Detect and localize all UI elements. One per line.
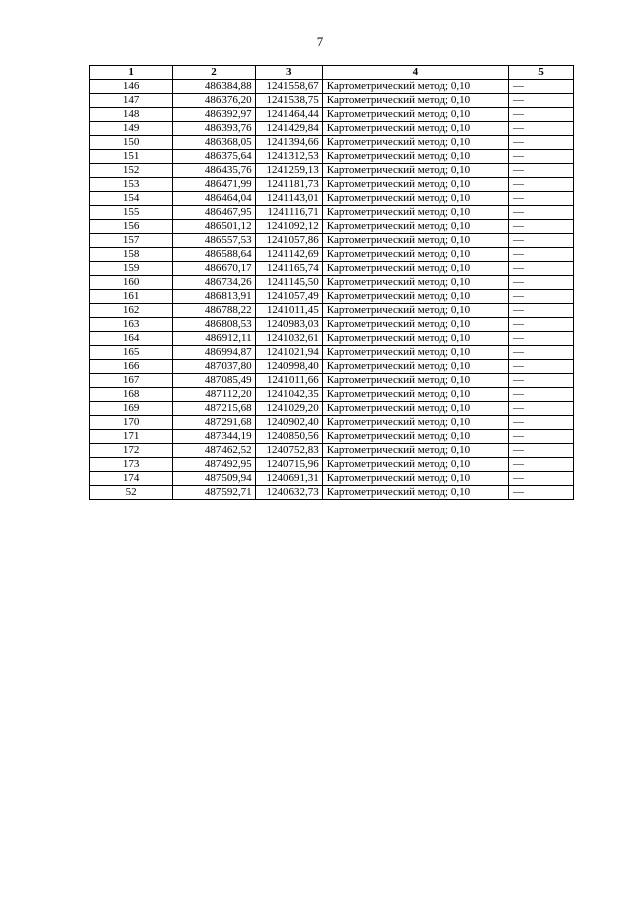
table-row [90,290,574,304]
method-cell: Картометрический метод; 0,10 [322,220,508,234]
description-cell: — [509,486,574,500]
point-number-cell: 161 [90,290,173,304]
column-header-3: 3 [255,66,322,80]
x-coordinate-cell: 486393,76 [173,122,255,136]
x-coordinate-cell: 486471,99 [173,178,255,192]
point-number-cell: 174 [90,472,173,486]
point-number-cell: 168 [90,388,173,402]
table-row [90,122,574,136]
point-number-cell: 163 [90,318,173,332]
y-coordinate-cell: 1241011,66 [255,374,322,388]
x-coordinate-cell: 487085,49 [173,374,255,388]
description-cell: — [509,192,574,206]
table-row [90,206,574,220]
point-number-cell: 170 [90,416,173,430]
point-number-cell: 155 [90,206,173,220]
table-row [90,388,574,402]
method-cell: Картометрический метод; 0,10 [322,388,508,402]
point-number-cell: 165 [90,346,173,360]
table-header [90,66,574,80]
table-row [90,276,574,290]
y-coordinate-cell: 1241165,74 [255,262,322,276]
description-cell: — [509,178,574,192]
description-cell: — [509,94,574,108]
x-coordinate-cell: 486734,26 [173,276,255,290]
method-cell: Картометрический метод; 0,10 [322,276,508,290]
point-number-cell: 151 [90,150,173,164]
description-cell: — [509,416,574,430]
point-number-cell: 146 [90,80,173,94]
table-row [90,304,574,318]
y-coordinate-cell: 1241143,01 [255,192,322,206]
description-cell: — [509,108,574,122]
method-cell: Картометрический метод; 0,10 [322,290,508,304]
x-coordinate-cell: 486368,05 [173,136,255,150]
y-coordinate-cell: 1241011,45 [255,304,322,318]
table-row [90,332,574,346]
table-row [90,346,574,360]
table-row [90,94,574,108]
table-row [90,318,574,332]
x-coordinate-cell: 486467,95 [173,206,255,220]
x-coordinate-cell: 487592,71 [173,486,255,500]
x-coordinate-cell: 486588,64 [173,248,255,262]
description-cell: — [509,374,574,388]
point-number-cell: 171 [90,430,173,444]
point-number-cell: 173 [90,458,173,472]
y-coordinate-cell: 1240715,96 [255,458,322,472]
description-cell: — [509,290,574,304]
description-cell: — [509,430,574,444]
method-cell: Картометрический метод; 0,10 [322,318,508,332]
x-coordinate-cell: 486670,17 [173,262,255,276]
y-coordinate-cell: 1241558,67 [255,80,322,94]
header-row [90,66,574,80]
x-coordinate-cell: 487291,68 [173,416,255,430]
x-coordinate-cell: 487462,52 [173,444,255,458]
x-coordinate-cell: 486464,04 [173,192,255,206]
column-header-1: 1 [90,66,173,80]
x-coordinate-cell: 487509,94 [173,472,255,486]
x-coordinate-cell: 487344,19 [173,430,255,444]
column-header-4: 4 [322,66,508,80]
table-row [90,416,574,430]
table-row [90,360,574,374]
description-cell: — [509,122,574,136]
method-cell: Картометрический метод; 0,10 [322,374,508,388]
table-row [90,136,574,150]
column-header-2: 2 [173,66,255,80]
point-number-cell: 158 [90,248,173,262]
y-coordinate-cell: 1240902,40 [255,416,322,430]
x-coordinate-cell: 486912,11 [173,332,255,346]
y-coordinate-cell: 1240632,73 [255,486,322,500]
point-number-cell: 154 [90,192,173,206]
point-number-cell: 162 [90,304,173,318]
method-cell: Картометрический метод; 0,10 [322,108,508,122]
point-number-cell: 149 [90,122,173,136]
table-body [90,80,574,500]
method-cell: Картометрический метод; 0,10 [322,164,508,178]
method-cell: Картометрический метод; 0,10 [322,234,508,248]
table-row [90,430,574,444]
description-cell: — [509,234,574,248]
y-coordinate-cell: 1241042,35 [255,388,322,402]
table-row [90,486,574,500]
description-cell: — [509,360,574,374]
y-coordinate-cell: 1241312,53 [255,150,322,164]
table-row [90,472,574,486]
description-cell: — [509,472,574,486]
method-cell: Картометрический метод; 0,10 [322,430,508,444]
y-coordinate-cell: 1240850,56 [255,430,322,444]
y-coordinate-cell: 1241029,20 [255,402,322,416]
description-cell: — [509,402,574,416]
method-cell: Картометрический метод; 0,10 [322,94,508,108]
point-number-cell: 147 [90,94,173,108]
y-coordinate-cell: 1240983,03 [255,318,322,332]
y-coordinate-cell: 1241092,12 [255,220,322,234]
table-row [90,262,574,276]
description-cell: — [509,248,574,262]
table-row [90,458,574,472]
y-coordinate-cell: 1241145,50 [255,276,322,290]
method-cell: Картометрический метод; 0,10 [322,444,508,458]
x-coordinate-cell: 486376,20 [173,94,255,108]
description-cell: — [509,276,574,290]
method-cell: Картометрический метод; 0,10 [322,304,508,318]
y-coordinate-cell: 1241394,66 [255,136,322,150]
point-number-cell: 157 [90,234,173,248]
x-coordinate-cell: 486994,87 [173,346,255,360]
method-cell: Картометрический метод; 0,10 [322,150,508,164]
x-coordinate-cell: 486813,91 [173,290,255,304]
point-number-cell: 152 [90,164,173,178]
method-cell: Картометрический метод; 0,10 [322,486,508,500]
x-coordinate-cell: 486788,22 [173,304,255,318]
method-cell: Картометрический метод; 0,10 [322,262,508,276]
x-coordinate-cell: 486435,76 [173,164,255,178]
point-number-cell: 159 [90,262,173,276]
x-coordinate-cell: 486384,88 [173,80,255,94]
y-coordinate-cell: 1241032,61 [255,332,322,346]
table-row [90,220,574,234]
table-row [90,192,574,206]
point-number-cell: 166 [90,360,173,374]
description-cell: — [509,164,574,178]
y-coordinate-cell: 1241429,84 [255,122,322,136]
method-cell: Картометрический метод; 0,10 [322,402,508,416]
point-number-cell: 148 [90,108,173,122]
description-cell: — [509,136,574,150]
description-cell: — [509,220,574,234]
description-cell: — [509,262,574,276]
page-number: 7 [316,34,324,49]
x-coordinate-cell: 486392,97 [173,108,255,122]
y-coordinate-cell: 1241021,94 [255,346,322,360]
y-coordinate-cell: 1241142,69 [255,248,322,262]
x-coordinate-cell: 487215,68 [173,402,255,416]
x-coordinate-cell: 486557,53 [173,234,255,248]
description-cell: — [509,388,574,402]
coordinates-table [89,65,574,500]
method-cell: Картометрический метод; 0,10 [322,416,508,430]
table-row [90,248,574,262]
x-coordinate-cell: 487037,80 [173,360,255,374]
description-cell: — [509,80,574,94]
method-cell: Картометрический метод; 0,10 [322,360,508,374]
method-cell: Картометрический метод; 0,10 [322,472,508,486]
y-coordinate-cell: 1241259,13 [255,164,322,178]
table-row [90,164,574,178]
method-cell: Картометрический метод; 0,10 [322,136,508,150]
x-coordinate-cell: 486808,53 [173,318,255,332]
y-coordinate-cell: 1240998,40 [255,360,322,374]
description-cell: — [509,346,574,360]
method-cell: Картометрический метод; 0,10 [322,458,508,472]
description-cell: — [509,332,574,346]
y-coordinate-cell: 1241538,75 [255,94,322,108]
table-row [90,234,574,248]
method-cell: Картометрический метод; 0,10 [322,80,508,94]
table-row [90,402,574,416]
method-cell: Картометрический метод; 0,10 [322,206,508,220]
description-cell: — [509,150,574,164]
method-cell: Картометрический метод; 0,10 [322,178,508,192]
point-number-cell: 150 [90,136,173,150]
x-coordinate-cell: 486501,12 [173,220,255,234]
x-coordinate-cell: 486375,64 [173,150,255,164]
point-number-cell: 160 [90,276,173,290]
point-number-cell: 167 [90,374,173,388]
point-number-cell: 52 [90,486,173,500]
x-coordinate-cell: 487112,20 [173,388,255,402]
point-number-cell: 169 [90,402,173,416]
description-cell: — [509,318,574,332]
point-number-cell: 153 [90,178,173,192]
table-row [90,444,574,458]
y-coordinate-cell: 1240691,31 [255,472,322,486]
method-cell: Картометрический метод; 0,10 [322,192,508,206]
description-cell: — [509,444,574,458]
method-cell: Картометрический метод; 0,10 [322,122,508,136]
point-number-cell: 156 [90,220,173,234]
y-coordinate-cell: 1241057,49 [255,290,322,304]
x-coordinate-cell: 487492,95 [173,458,255,472]
table-row [90,80,574,94]
y-coordinate-cell: 1241057,86 [255,234,322,248]
method-cell: Картометрический метод; 0,10 [322,248,508,262]
table-row [90,150,574,164]
description-cell: — [509,206,574,220]
column-header-5: 5 [509,66,574,80]
description-cell: — [509,304,574,318]
method-cell: Картометрический метод; 0,10 [322,332,508,346]
table-row [90,374,574,388]
point-number-cell: 172 [90,444,173,458]
method-cell: Картометрический метод; 0,10 [322,346,508,360]
point-number-cell: 164 [90,332,173,346]
table-row [90,108,574,122]
y-coordinate-cell: 1241464,44 [255,108,322,122]
y-coordinate-cell: 1241181,73 [255,178,322,192]
y-coordinate-cell: 1241116,71 [255,206,322,220]
description-cell: — [509,458,574,472]
table-row [90,178,574,192]
y-coordinate-cell: 1240752,83 [255,444,322,458]
